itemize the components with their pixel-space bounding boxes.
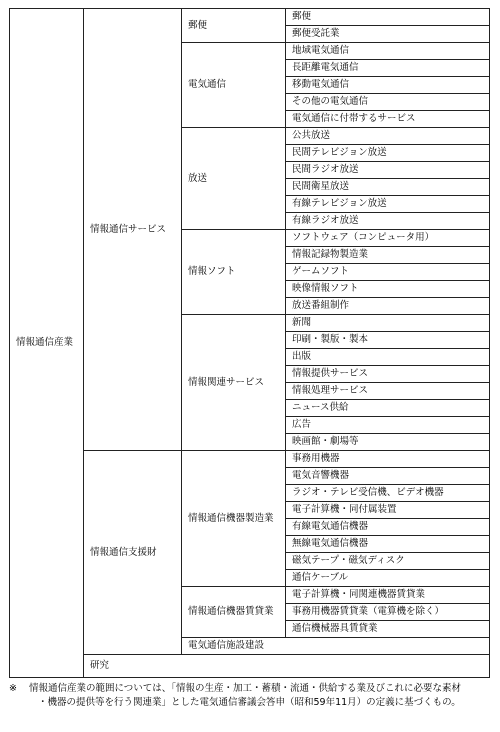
item-cell: 広告: [286, 417, 490, 434]
subgroup-cell: 電気通信: [182, 43, 286, 128]
item-cell: 事務用機器賃貸業（電算機を除く）: [286, 604, 490, 621]
group-cell: 情報通信支援財: [84, 451, 182, 655]
standalone-cell: 電気通信施設建設: [182, 638, 490, 655]
item-cell: 長距離電気通信: [286, 60, 490, 77]
item-cell: 印刷・製版・製本: [286, 332, 490, 349]
item-cell: 出版: [286, 349, 490, 366]
item-cell: 放送番組制作: [286, 298, 490, 315]
item-cell: 電子計算機・同関連機器賃貸業: [286, 587, 490, 604]
item-cell: 映像情報ソフト: [286, 281, 490, 298]
item-cell: 移動電気通信: [286, 77, 490, 94]
item-cell: 有線ラジオ放送: [286, 213, 490, 230]
item-cell: 映画館・劇場等: [286, 434, 490, 451]
item-cell: 地域電気通信: [286, 43, 490, 60]
item-cell: 郵便受託業: [286, 26, 490, 43]
research-cell: 研究: [84, 655, 490, 678]
item-cell: 電気音響機器: [286, 468, 490, 485]
item-cell: 情報提供サービス: [286, 366, 490, 383]
item-cell: 情報処理サービス: [286, 383, 490, 400]
group-cell: 情報通信サービス: [84, 9, 182, 451]
item-cell: 民間テレビジョン放送: [286, 145, 490, 162]
item-cell: 情報記録物製造業: [286, 247, 490, 264]
item-cell: その他の電気通信: [286, 94, 490, 111]
industry-classification-table: [9, 8, 490, 678]
item-cell: ソフトウェア（コンピュータ用）: [286, 230, 490, 247]
item-cell: 民間ラジオ放送: [286, 162, 490, 179]
item-cell: 新聞: [286, 315, 490, 332]
item-cell: ゲームソフト: [286, 264, 490, 281]
item-cell: 有線テレビジョン放送: [286, 196, 490, 213]
item-cell: 郵便: [286, 9, 490, 26]
subgroup-cell: 情報ソフト: [182, 230, 286, 315]
item-cell: 磁気テープ・磁気ディスク: [286, 553, 490, 570]
item-cell: 通信機械器具賃貸業: [286, 621, 490, 638]
item-cell: ラジオ・テレビ受信機、ビデオ機器: [286, 485, 490, 502]
item-cell: 通信ケーブル: [286, 570, 490, 587]
subgroup-cell: 放送: [182, 128, 286, 230]
item-cell: 無線電気通信機器: [286, 536, 490, 553]
footnote-mark: ※: [9, 683, 17, 694]
item-cell: 公共放送: [286, 128, 490, 145]
item-cell: 電子計算機・同付属装置: [286, 502, 490, 519]
item-cell: 有線電気通信機器: [286, 519, 490, 536]
item-cell: 電気通信に付帯するサービス: [286, 111, 490, 128]
subgroup-cell: 情報通信機器製造業: [182, 451, 286, 587]
footnote-line-1: 情報通信産業の範囲については、「情報の生産・加工・蓄積・流通・供給する業及びこれに必要な素材: [29, 683, 462, 694]
item-cell: 事務用機器: [286, 451, 490, 468]
subgroup-cell: 情報通信機器賃貸業: [182, 587, 286, 638]
subgroup-cell: 情報関連サービス: [182, 315, 286, 451]
table-row: [10, 9, 490, 26]
subgroup-cell: 郵便: [182, 9, 286, 43]
item-cell: 民間衛星放送: [286, 179, 490, 196]
footnote-line-2: ・機器の提供等を行う関連業」とした電気通信審議会答申（昭和59年11月）の定義に基づくもの。: [38, 697, 461, 708]
item-cell: ニュース供給: [286, 400, 490, 417]
industry-cell: 情報通信産業: [10, 9, 84, 678]
